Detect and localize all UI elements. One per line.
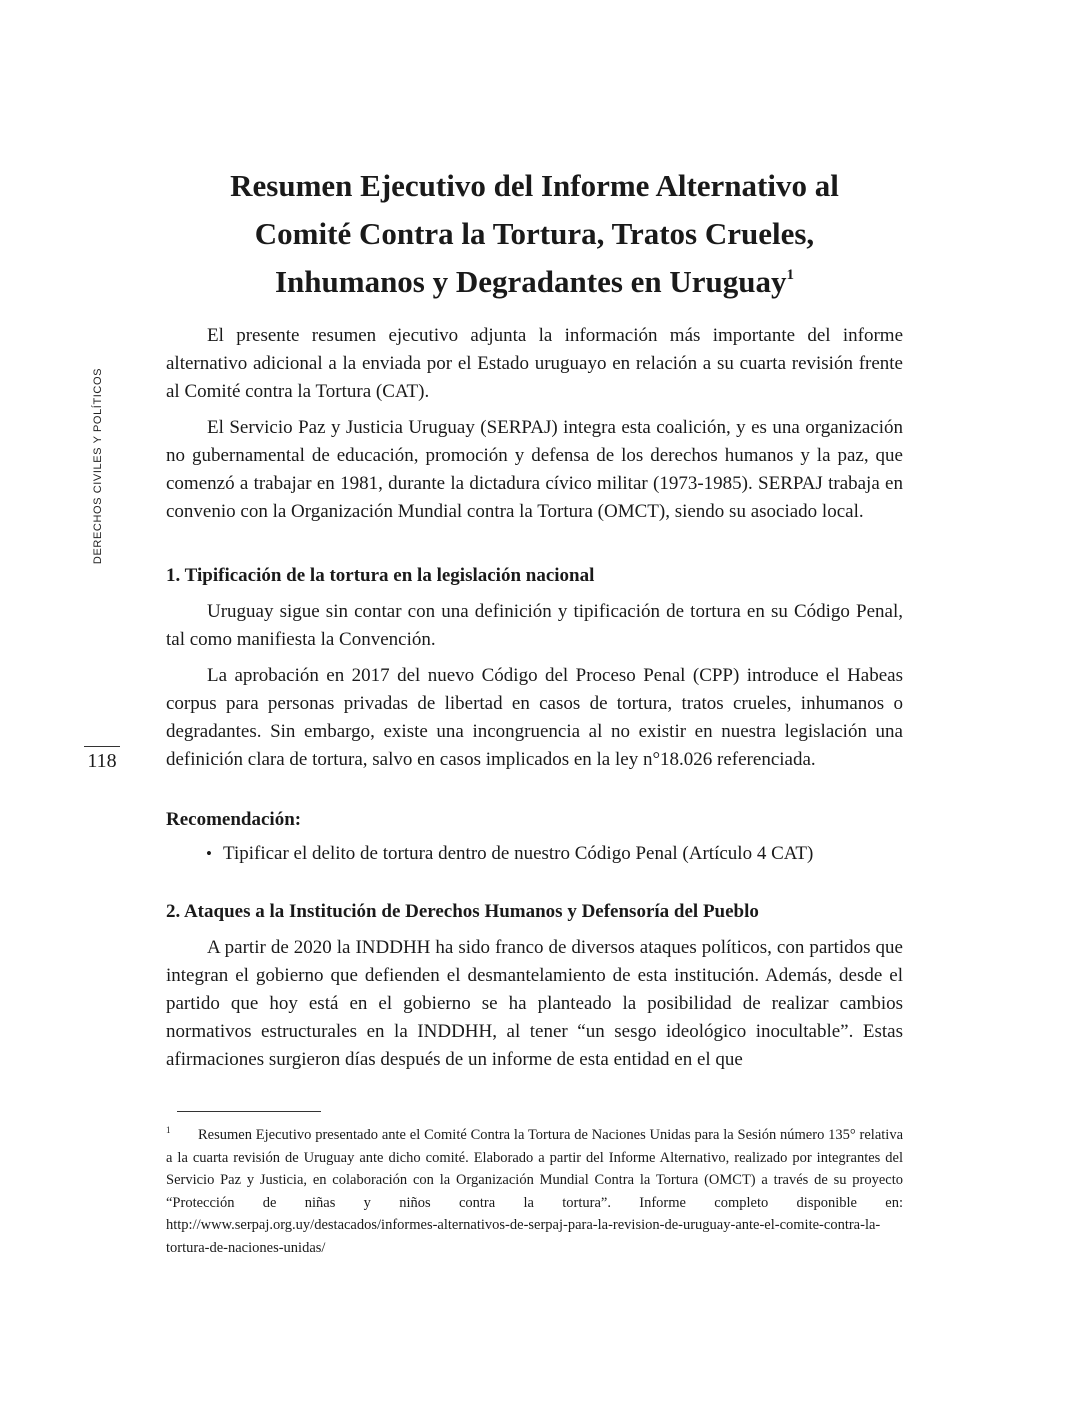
section-2-heading: 2. Ataques a la Institución de Derechos Humanos y Defensoría del Pueblo xyxy=(166,901,759,922)
footnote xyxy=(166,1119,903,1259)
title-footnote-ref[interactable]: 1 xyxy=(786,266,795,283)
page-number: 118 xyxy=(87,750,117,772)
side-section-label: DERECHOS CIVILES Y POLÍTICOS xyxy=(92,367,104,565)
document-body xyxy=(166,322,903,1074)
title-line-2: Comité Contra la Tortura, Tratos Crueles, xyxy=(254,216,815,251)
intro-paragraph-2: El Servicio Paz y Justicia Uruguay (SERPAJ) integra esta coalición, y es una organización no gubernamental de educación, promoción y defensa de los derechos humanos y la paz, que comenzó a trabajar en 1981, durante la dictadura cívico militar (1973-1985). SERPAJ trabaja en convenio con la Organización Mundial contra la Tortura (OMCT), siendo su asociado local. xyxy=(166,417,903,522)
title-line-1: Resumen Ejecutivo del Informe Alternativo al xyxy=(230,168,839,203)
footnote-text: Resumen Ejecutivo presentado ante el Comité Contra la Tortura de Naciones Unidas para la Sesión número 135° relativa a la cuarta revisión de Uruguay ante dicho comité. Elaborado a partir del Informe Alternativo, realizado por integrantes del Servicio Paz y Justicia, en colaboración con la Organización Mundial Contra la Tortura (OMCT) a través de su proyecto “Protección de niñas y niños contra la tortura”. Informe completo disponible en: http://www.serpaj.org.uy/destacados/informes-alternativos-de-serpaj-para-la-revision-de-uruguay-ante-el-comite-contra-la-tortura-de-naciones-unidas/ xyxy=(166,1127,903,1256)
section-1-heading: 1. Tipificación de la tortura en la legislación nacional xyxy=(166,565,595,586)
footnote-mark: 1 xyxy=(166,1125,171,1135)
recommendation-heading: Recomendación: xyxy=(166,809,302,830)
section-1-paragraph-2: La aprobación en 2017 del nuevo Código del Proceso Penal (CPP) introduce el Habeas corpus para personas privadas de libertad en casos de tortura, tratos crueles, inhumanos o degradantes. Sin embargo, existe una incongruencia al no existir en nuestra legislación una definición clara de tortura, salvo en casos implicados en la ley n°18.026 referenciada. xyxy=(166,665,903,770)
intro-paragraph-1: El presente resumen ejecutivo adjunta la información más importante del informe alternativo adicional a la enviada por el Estado uruguayo en relación a su cuarta revisión frente al Comité contra la Tortura (CAT). xyxy=(166,325,903,402)
title-line-3: Inhumanos y Degradantes en Uruguay xyxy=(274,264,787,299)
recommendation-list xyxy=(166,840,903,868)
footnote-rule xyxy=(177,1111,321,1112)
document-title xyxy=(166,162,903,306)
section-1-paragraph-1: Uruguay sigue sin contar con una definición y tipificación de tortura en su Código Penal, tal como manifiesta la Convención. xyxy=(166,601,903,650)
recommendation-item: • Tipificar el delito de tortura dentro de nuestro Código Penal (Artículo 4 CAT) xyxy=(206,840,903,868)
section-2-paragraph-1: A partir de 2020 la INDDHH ha sido franco de diversos ataques políticos, con partidos que integran el gobierno que defienden el desmantelamiento de esta institución. Además, desde el partido que hoy está en el gobierno se ha planteado la posibilidad de realizar cambios normativos estructurales en la INDDHH, al tener “un sesgo ideológico inocultable”. Estas afirmaciones surgieron días después de un informe de esta entidad en el que xyxy=(166,937,903,1070)
page-number-rule xyxy=(84,746,120,747)
